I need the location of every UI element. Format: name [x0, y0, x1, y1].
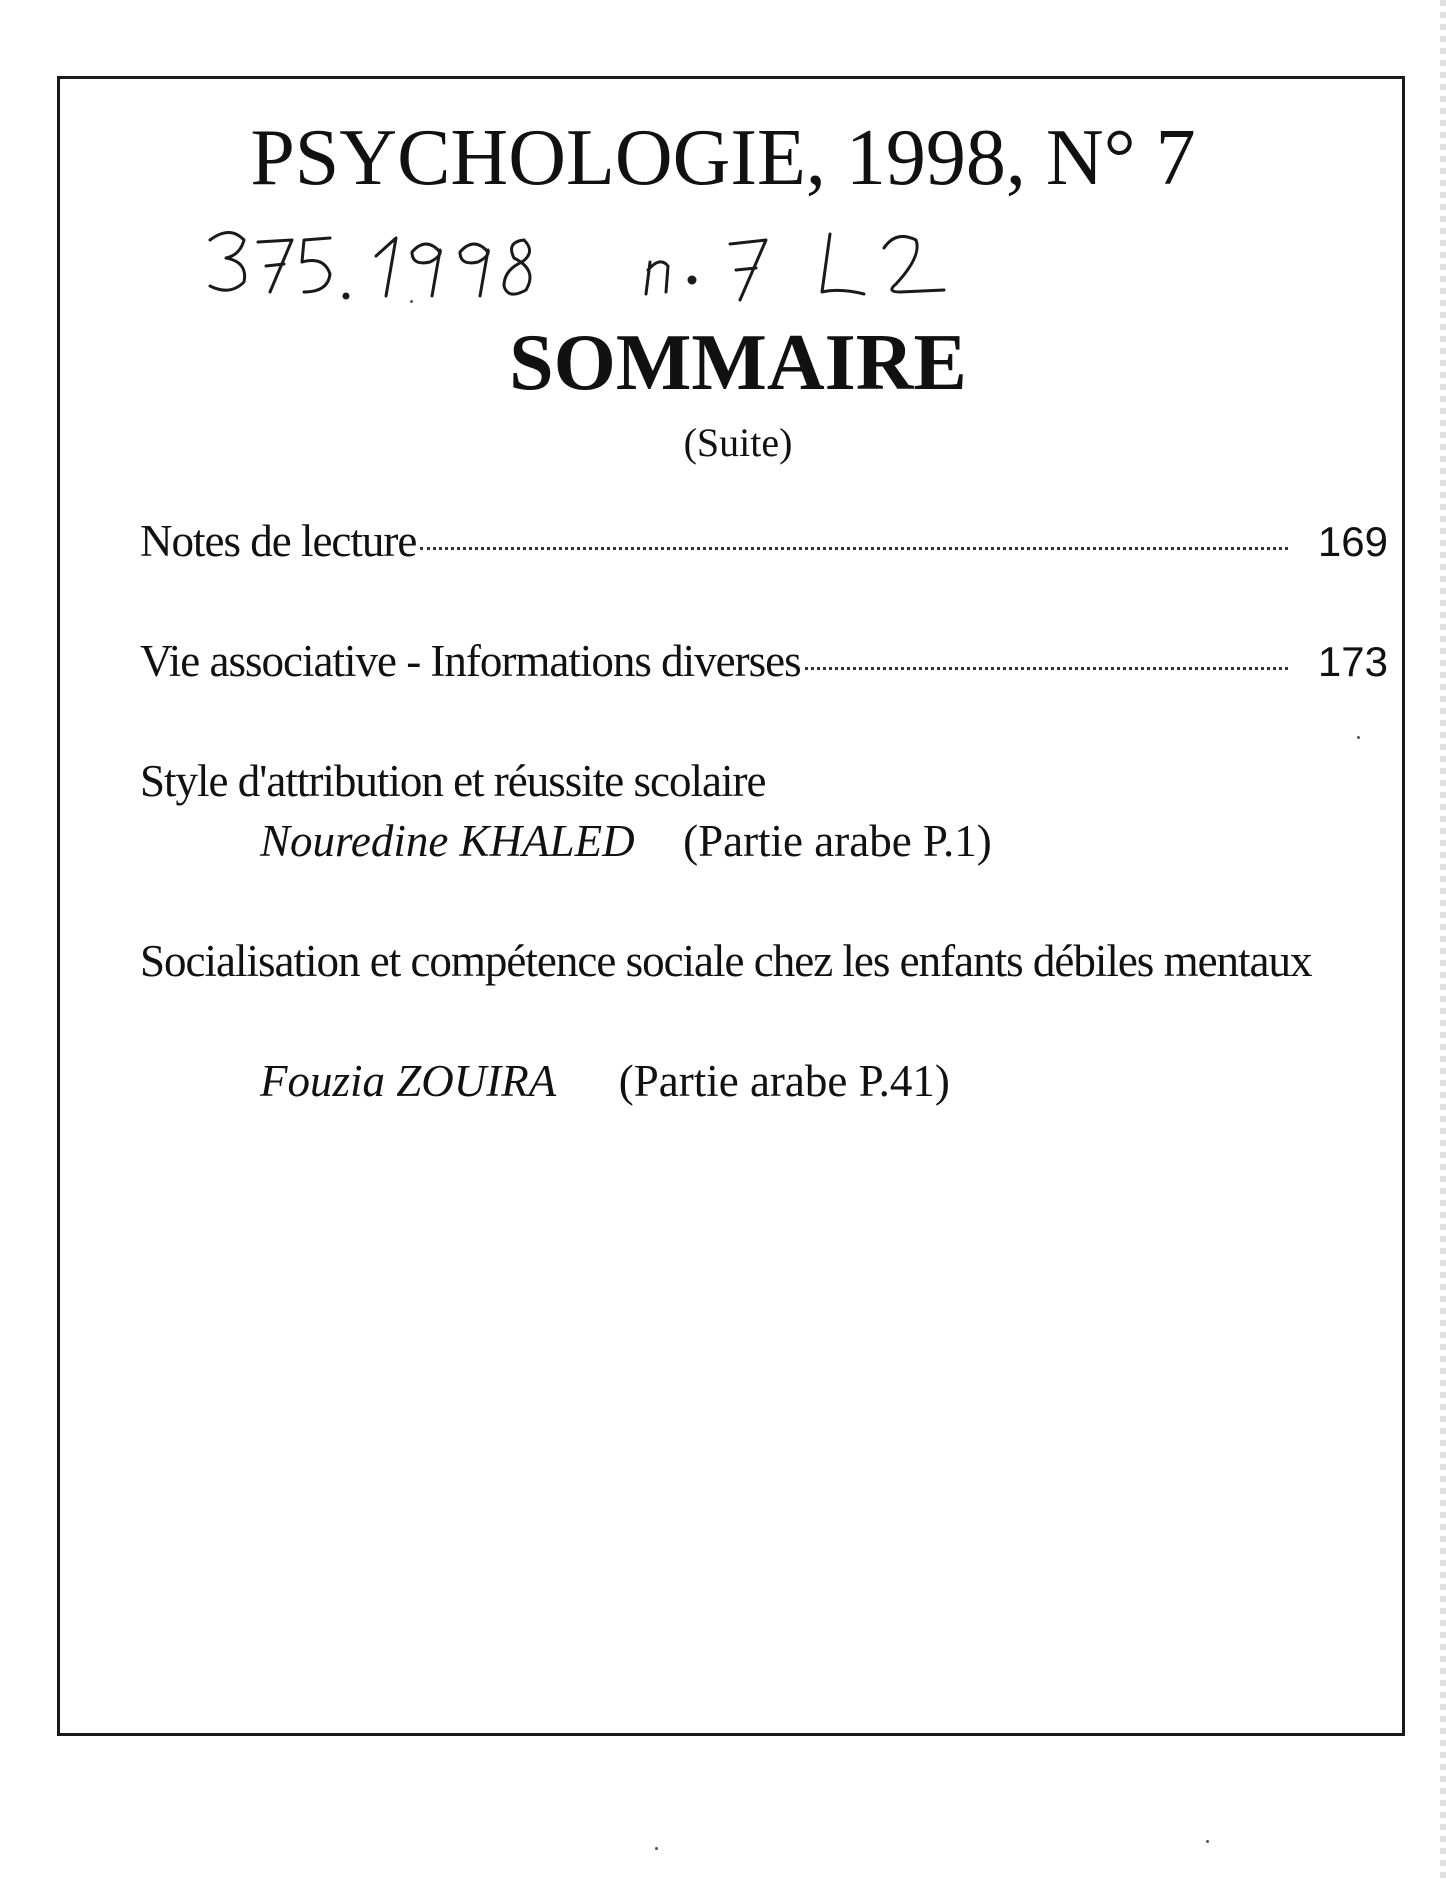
article-author: Fouzia ZOUIRA: [260, 1056, 557, 1106]
article-byline: [260, 1053, 950, 1109]
scan-speck: [1357, 736, 1360, 739]
toc-entry: [140, 633, 1390, 690]
article-byline: [260, 813, 992, 869]
journal-title: PSYCHOLOGIE, 1998, N° 7: [250, 114, 1196, 202]
scan-speck: [655, 1847, 658, 1850]
article-reference: (Partie arabe P.41): [618, 1056, 950, 1106]
handwriting-drawing: [200, 200, 1100, 310]
article-reference: (Partie arabe P.1): [683, 816, 992, 866]
article-title: Style d'attribution et réussite scolaire: [140, 756, 766, 806]
article-author: Nouredine KHALED: [260, 816, 635, 866]
toc-entry-title: Notes de lecture: [140, 516, 417, 566]
scan-speck: [1206, 1840, 1209, 1843]
handwritten-call-number: [200, 200, 1100, 310]
toc-entry: [140, 513, 1390, 570]
scan-speck: [410, 300, 413, 303]
toc-entry-title: Vie associative - Informations diverses: [140, 636, 801, 686]
continued-label: (Suite): [683, 420, 793, 465]
toc-entry-page: 169: [1317, 518, 1388, 565]
dot-leader: [420, 547, 1288, 550]
article-title: Socialisation et compétence sociale chez les enfants débiles mentaux: [140, 936, 1312, 986]
summary-heading: SOMMAIRE: [509, 319, 967, 407]
toc-entry-page: 173: [1317, 638, 1388, 685]
scan-edge: [1440, 0, 1446, 1884]
dot-leader: [805, 667, 1288, 670]
